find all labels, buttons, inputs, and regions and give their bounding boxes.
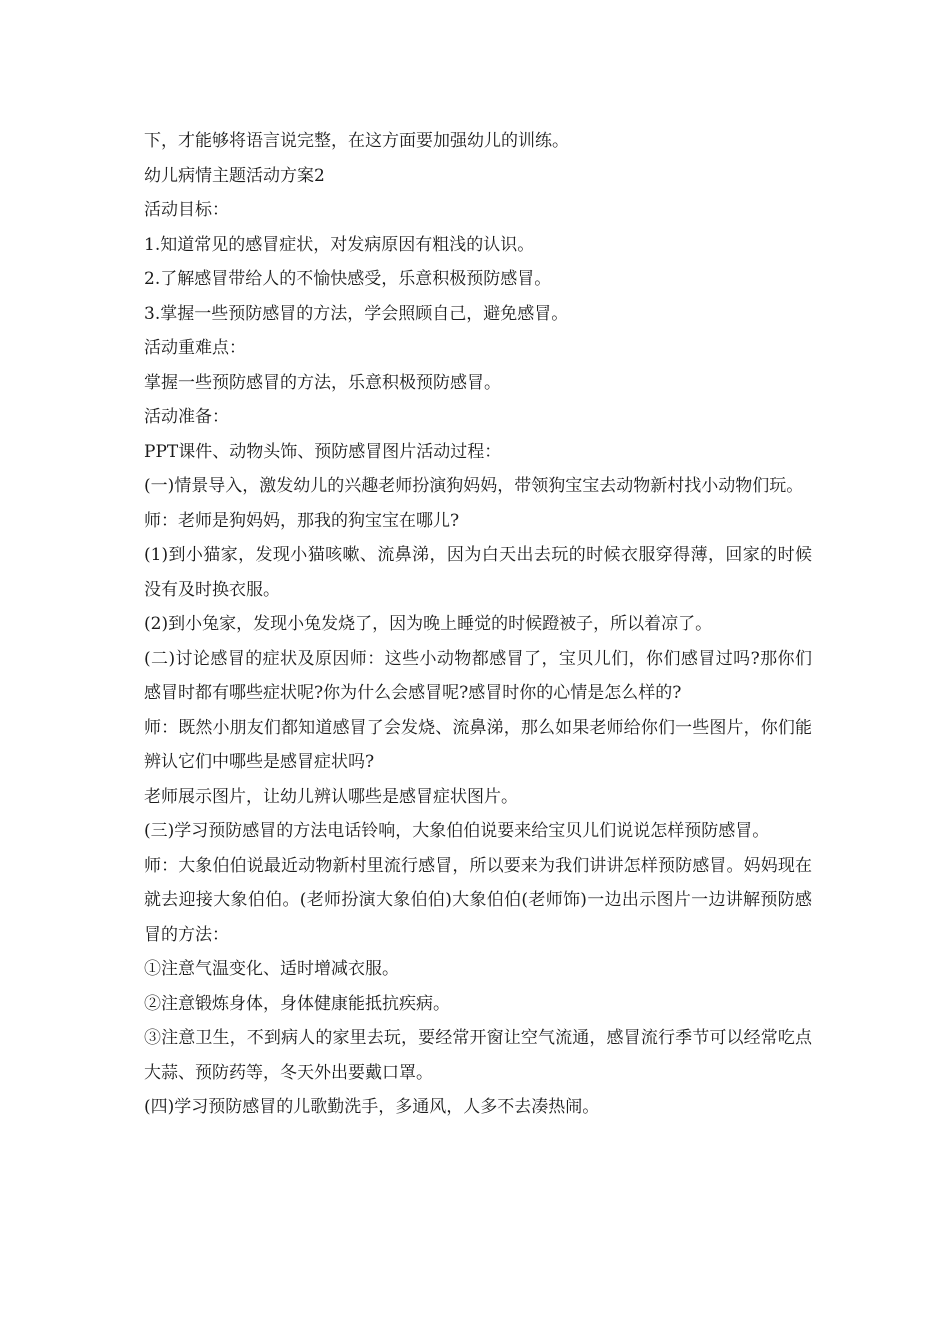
paragraph: 活动重难点： [144, 338, 246, 358]
paragraph: 掌握一些预防感冒的方法，乐意积极预防感冒。 [144, 372, 501, 393]
list-item: ②注意锻炼身体，身体健康能抵抗疾病。 [144, 993, 450, 1014]
paragraph: (三)学习预防感冒的方法电话铃响，大象伯伯说要来给宝贝儿们说说怎样预防感冒。 [144, 821, 770, 841]
paragraph: 活动目标： [144, 200, 229, 220]
paragraph: 活动准备： [144, 407, 229, 427]
document-body [144, 124, 812, 1125]
paragraph: (二)讨论感冒的症状及原因师：这些小动物都感冒了，宝贝儿们，你们感冒过吗?那你们感冒时都有哪些症状呢?你为什么会感冒呢?感冒时你的心情是怎么样的? [144, 648, 812, 703]
section-heading: 幼儿病情主题活动方案2 [144, 165, 325, 186]
list-item: ①注意气温变化、适时增减衣服。 [144, 959, 399, 979]
paragraph: 3.掌握一些预防感冒的方法，学会照顾自己，避免感冒。 [144, 303, 569, 324]
paragraph: 2.了解感冒带给人的不愉快感受，乐意积极预防感冒。 [144, 269, 552, 289]
paragraph: 下，才能够将语言说完整，在这方面要加强幼儿的训练。 [144, 131, 569, 151]
list-item: ③注意卫生，不到病人的家里去玩，要经常开窗让空气流通，感冒流行季节可以经常吃点大蒜、预防药等，冬天外出要戴口罩。 [144, 1028, 812, 1083]
paragraph: (一)情景导入，激发幼儿的兴趣老师扮演狗妈妈，带领狗宝宝去动物新村找小动物们玩。 [144, 476, 804, 496]
paragraph: (2)到小兔家，发现小兔发烧了，因为晚上睡觉的时候蹬被子，所以着凉了。 [144, 614, 713, 634]
paragraph: PPT课件、动物头饰、预防感冒图片活动过程： [144, 441, 502, 462]
paragraph: 老师展示图片，让幼儿辨认哪些是感冒症状图片。 [144, 786, 518, 807]
paragraph: 师：老师是狗妈妈，那我的狗宝宝在哪儿? [144, 510, 460, 531]
paragraph: 师：大象伯伯说最近动物新村里流行感冒，所以要来为我们讲讲怎样预防感冒。妈妈现在就去迎接大象伯伯。(老师扮演大象伯伯)大象伯伯(老师饰)一边出示图片一边讲解预防感冒的方法： [144, 855, 812, 945]
paragraph: (1)到小猫家，发现小猫咳嗽、流鼻涕，因为白天出去玩的时候衣服穿得薄，回家的时候没有及时换衣服。 [144, 545, 812, 600]
paragraph: 1.知道常见的感冒症状，对发病原因有粗浅的认识。 [144, 234, 535, 255]
paragraph: (四)学习预防感冒的儿歌勤洗手，多通风，人多不去凑热闹。 [144, 1097, 600, 1117]
paragraph: 师：既然小朋友们都知道感冒了会发烧、流鼻涕，那么如果老师给你们一些图片，你们能辨认它们中哪些是感冒症状吗? [144, 717, 812, 772]
